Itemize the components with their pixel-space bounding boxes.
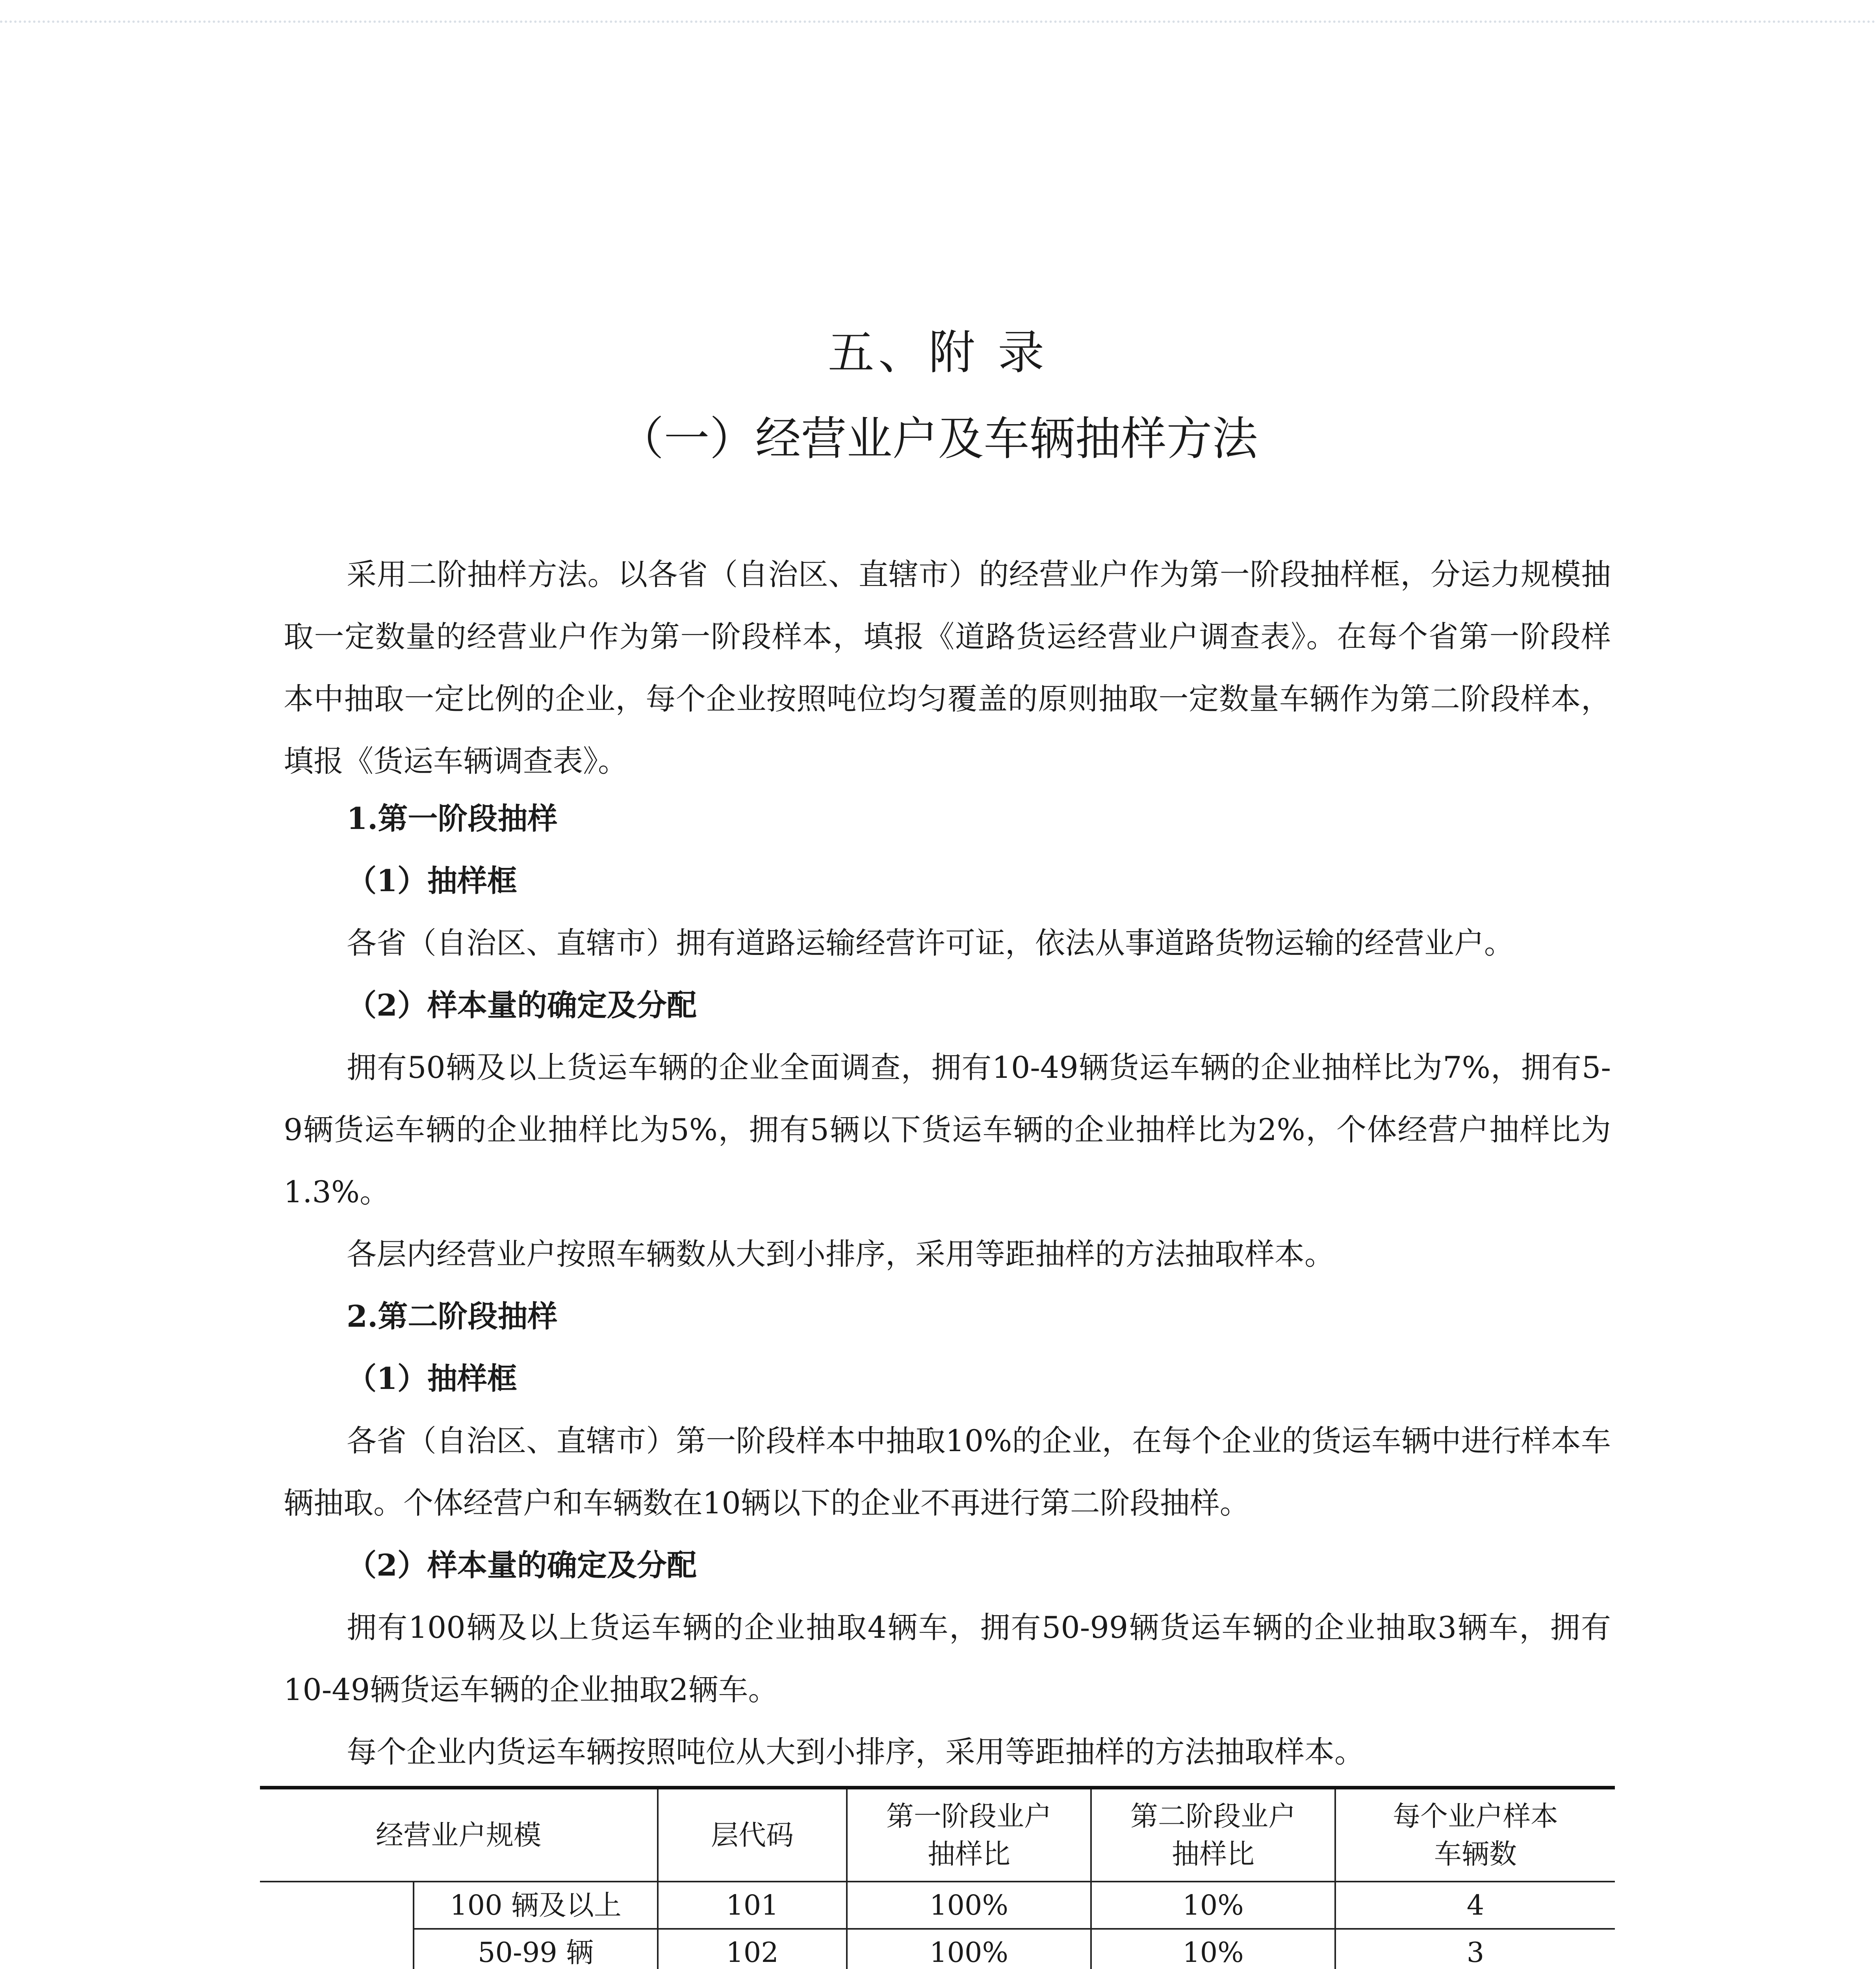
cell-vehicles: 3 <box>1335 1929 1615 1969</box>
section-subtitle: （一）经营业户及车辆抽样方法 <box>618 412 1258 465</box>
cell-code: 102 <box>658 1929 847 1969</box>
header-stage1-ratio <box>847 1788 1091 1882</box>
cell-vehicles: 4 <box>1335 1882 1615 1929</box>
header-stage2-line1: 第二阶段业户 <box>1130 1800 1296 1832</box>
stage1-alloc-text: 拥有50辆及以上货运车辆的企业全面调查，拥有10-49辆货运车辆的企业抽样比为7%，拥有5-9辆货运车辆的企业抽样比为5%，拥有5辆以下货运车辆的企业抽样比为2%，个体经营户抽样比为1.3%。 <box>284 1050 1611 1209</box>
cell-stage1: 100% <box>847 1882 1091 1929</box>
header-stage1-line2: 抽样比 <box>928 1838 1010 1870</box>
cell-code: 101 <box>658 1882 847 1929</box>
enterprise-label <box>260 1882 414 1969</box>
stage1-heading: 1.第一阶段抽样 <box>347 801 558 836</box>
sampling-table <box>260 1786 1615 1969</box>
stage2-alloc-text: 拥有100辆及以上货运车辆的企业抽取4辆车，拥有50-99辆货运车辆的企业抽取3辆车，拥有10-49辆货运车辆的企业抽取2辆车。 <box>284 1610 1611 1707</box>
table-row <box>260 1882 1615 1929</box>
section-title: 五、附 录 <box>828 325 1048 380</box>
cell-stage1: 100% <box>847 1929 1091 1969</box>
header-scale: 经营业户规模 <box>260 1788 658 1882</box>
stage2-order-text: 每个企业内货运车辆按照吨位从大到小排序，采用等距抽样的方法抽取样本。 <box>347 1734 1364 1769</box>
stage1-frame-heading: （1）抽样框 <box>347 863 517 898</box>
stage1-order-text: 各层内经营业户按照车辆数从大到小排序，采用等距抽样的方法抽取样本。 <box>347 1237 1334 1272</box>
cell-stage2: 10% <box>1091 1882 1335 1929</box>
cell-stage2: 10% <box>1091 1929 1335 1969</box>
stage2-frame-text: 各省（自治区、直辖市）第一阶段样本中抽取10%的企业，在每个企业的货运车辆中进行样本车辆抽取。个体经营户和车辆数在10辆以下的企业不再进行第二阶段抽样。 <box>284 1423 1611 1520</box>
stage2-alloc-heading: （2）样本量的确定及分配 <box>347 1548 697 1583</box>
stage1-alloc-heading: （2）样本量的确定及分配 <box>347 988 697 1023</box>
header-stage1-line1: 第一阶段业户 <box>886 1800 1052 1832</box>
cell-size: 50-99 辆 <box>414 1929 658 1969</box>
header-code: 层代码 <box>658 1788 847 1882</box>
table-row <box>260 1929 1615 1969</box>
header-vehicles <box>1335 1788 1615 1882</box>
cell-size: 100 辆及以上 <box>414 1882 658 1929</box>
stage2-heading: 2.第二阶段抽样 <box>347 1299 558 1334</box>
header-vehicles-line1: 每个业户样本 <box>1393 1800 1558 1832</box>
intro-paragraph: 采用二阶抽样方法。以各省（自治区、直辖市）的经营业户作为第一阶段抽样框，分运力规模抽取一定数量的经营业户作为第一阶段样本，填报《道路货运经营业户调查表》。在每个省第一阶段样本中抽取一定比例的企业，每个企业按照吨位均匀覆盖的原则抽取一定数量车辆作为第二阶段样本，填报《货运车辆调查表》。 <box>284 557 1611 779</box>
header-stage2-line2: 抽样比 <box>1172 1838 1254 1870</box>
stage1-frame-text: 各省（自治区、直辖市）拥有道路运输经营许可证，依法从事道路货物运输的经营业户。 <box>347 925 1514 960</box>
stage2-frame-heading: （1）抽样框 <box>347 1361 517 1396</box>
table-header-row <box>260 1788 1615 1882</box>
scan-top-edge <box>0 20 1876 23</box>
header-stage2-ratio <box>1091 1788 1335 1882</box>
header-vehicles-line2: 车辆数 <box>1434 1838 1517 1870</box>
